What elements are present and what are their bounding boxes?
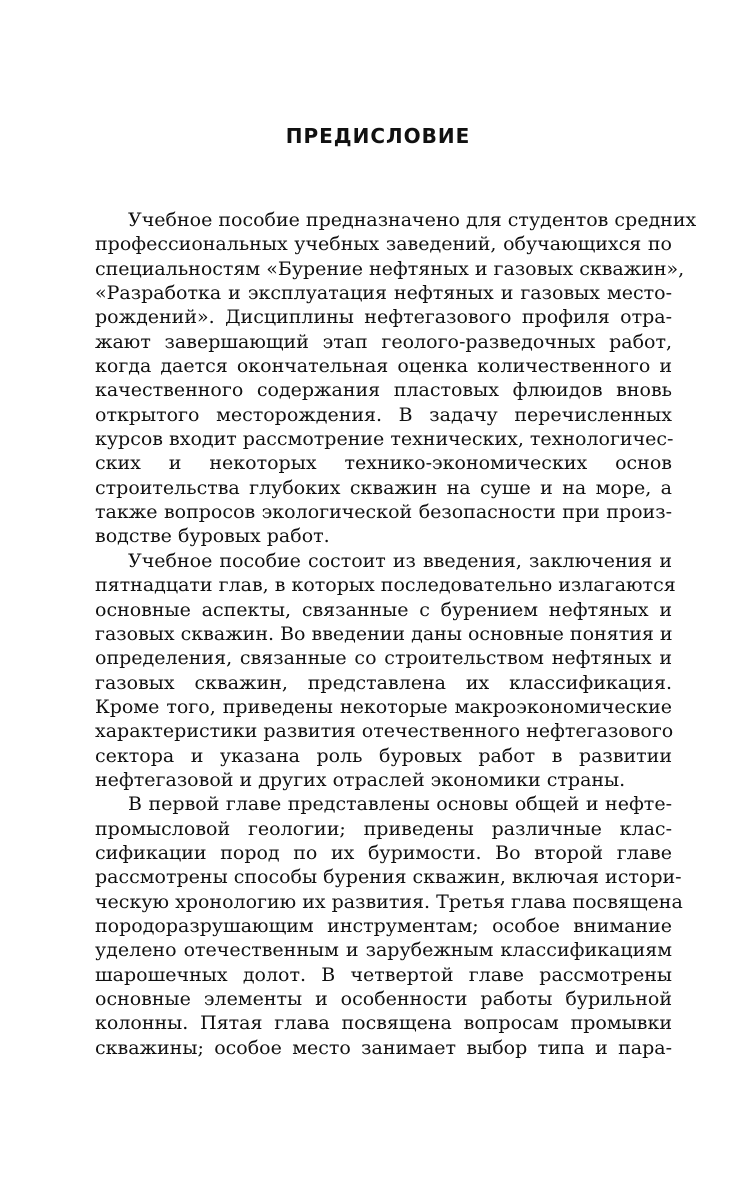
- text-line: уделено отечественным и зарубежным классификациям: [95, 939, 672, 962]
- text-line: также вопросов экологической безопасности при произ-: [95, 501, 672, 524]
- text-line: Учебное пособие состоит из введения, заключения и: [128, 549, 672, 572]
- text-line: основные элементы и особенности работы бурильной: [95, 988, 672, 1010]
- text-line: газовых скважин. Во введении даны основные понятия и: [95, 622, 673, 645]
- text-line: скважины; особое место занимает выбор типа и пара-: [95, 1036, 672, 1059]
- page-title: ПРЕДИСЛОВИЕ: [285, 124, 471, 148]
- text-line: сификации пород по их буримости. Во второй главе: [95, 841, 672, 864]
- text-line: строительства глубоких скважин на суше и на море, а: [95, 476, 672, 499]
- text-line: характеристики развития отечественного нефтегазового: [95, 720, 674, 743]
- text-line: пятнадцати глав, в которых последовательно излагаются: [95, 574, 676, 597]
- text-line: ских и некоторых технико-экономических основ: [95, 452, 672, 475]
- text-line: В первой главе представлены основы общей и нефте-: [128, 793, 672, 816]
- text-line: когда дается окончательная оценка количественного и: [95, 355, 672, 378]
- text-line: рассмотрены способы бурения скважин, включая истори-: [95, 866, 682, 889]
- text-line: колонны. Пятая глава посвящена вопросам промывки: [95, 1012, 672, 1035]
- text-line: рождений». Дисциплины нефтегазового профиля отра-: [95, 306, 672, 329]
- paragraph-2: [95, 549, 676, 792]
- text-line: качественного содержания пластовых флюидов вновь: [95, 379, 672, 402]
- text-line: газовых скважин, представлена их классификация.: [95, 671, 672, 694]
- paragraph-3: [95, 792, 683, 1060]
- text-line: Учебное пособие предназначено для студентов средних: [128, 209, 697, 231]
- text-line: водстве буровых работ.: [95, 525, 330, 548]
- text-line: промысловой геологии; приведены различные клас-: [95, 817, 672, 840]
- paragraph-1: [95, 208, 697, 549]
- text-line: основные аспекты, связанные с бурением нефтяных и: [95, 598, 672, 621]
- preface-text: [95, 208, 697, 1060]
- text-line: открытого месторождения. В задачу перечисленных: [95, 403, 672, 426]
- text-line: профессиональных учебных заведений, обучающихся по: [95, 233, 672, 256]
- text-line: нефтегазовой и других отраслей экономики страны.: [95, 768, 626, 791]
- text-line: шарошечных долот. В четвертой главе рассмотрены: [95, 963, 672, 986]
- text-line: «Разработка и эксплуатация нефтяных и газовых место-: [95, 282, 672, 305]
- text-line: Кроме того, приведены некоторые макроэкономические: [95, 695, 672, 718]
- text-line: определения, связанные со строительством нефтяных и: [95, 647, 672, 670]
- text-line: породоразрушающим инструментам; особое внимание: [95, 914, 672, 937]
- text-line: специальностям «Бурение нефтяных и газовых скважин»,: [95, 257, 685, 280]
- text-line: ческую хронологию их развития. Третья глава посвящена: [95, 890, 683, 913]
- text-line: жают завершающий этап геолого-разведочных работ,: [95, 330, 672, 353]
- text-line: курсов входит рассмотрение технических, технологичес-: [95, 428, 674, 451]
- text-line: сектора и указана роль буровых работ в развитии: [95, 744, 672, 767]
